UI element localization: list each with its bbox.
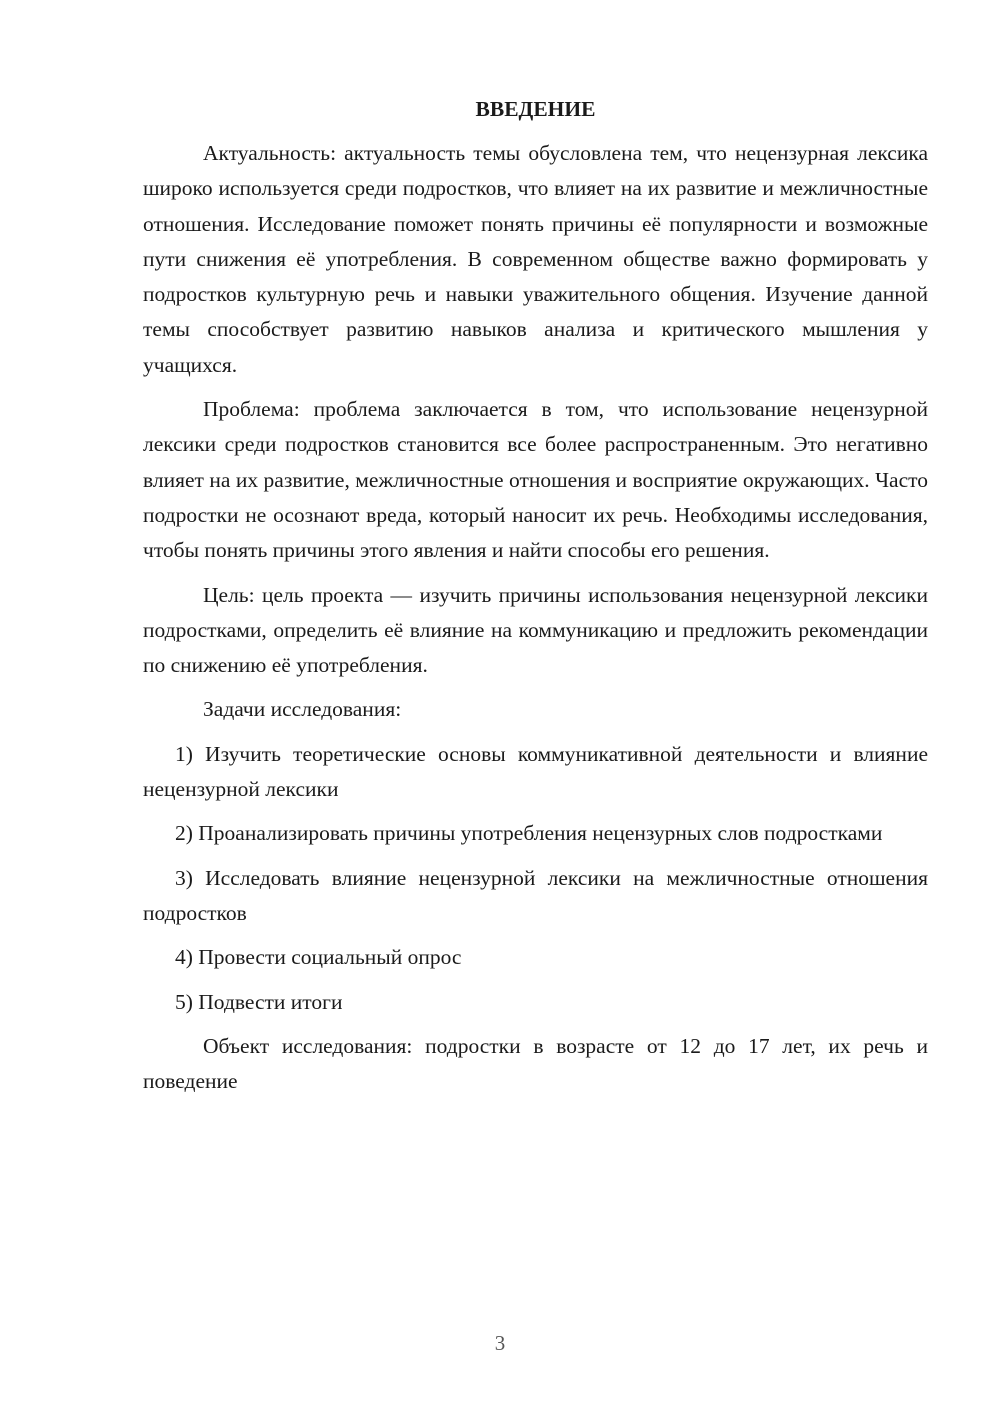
task-item: 5) Подвести итоги [175, 989, 343, 1014]
task-item: 3) Исследовать влияние нецензурной лексики на межличностные отношения подростков [143, 865, 928, 925]
task-item: 1) Изучить теоретические основы коммуникативной деятельности и влияние нецензурной лексики [143, 741, 928, 802]
relevance-paragraph: Актуальность: актуальность темы обусловлена тем, что нецензурная лексика широко используется среди подростков, что влияет на их развитие и межличностные отношения. Исследование поможет понять причины её популярности и возможные пути снижения её употребления. В современном обществе важно формировать у подростков культурную речь и навыки уважительного общения. Изучение данной темы способствует развитию навыков анализа и критического мышления у учащихся. [143, 141, 928, 377]
task-item: 4) Провести социальный опрос [175, 945, 462, 970]
tasks-heading: Задачи исследования: [203, 697, 402, 722]
task-item: 2) Проанализировать причины употребления нецензурных слов подростками [175, 821, 883, 846]
document-page [143, 90, 928, 1108]
object-paragraph: Объект исследования: подростки в возрасте от 12 до 17 лет, их речь и поведение [143, 1033, 928, 1094]
goal-paragraph: Цель: цель проекта — изучить причины использования нецензурной лексики подростками, определить её влияние на коммуникацию и предложить рекомендации по снижению её употребления. [143, 582, 928, 678]
tasks-list [143, 737, 928, 1020]
page-number: 3 [494, 1331, 506, 1355]
section-heading: ВВЕДЕНИЕ [475, 97, 596, 121]
problem-paragraph: Проблема: проблема заключается в том, что использование нецензурной лексики среди подростков становится все более распространенным. Это негативно влияет на их развитие, межличностные отношения и восприятие окружающих. Часто подростки не осознают вреда, который наносит их речь. Необходимы исследования, чтобы понять причины этого явления и найти способы его решения. [143, 397, 928, 563]
